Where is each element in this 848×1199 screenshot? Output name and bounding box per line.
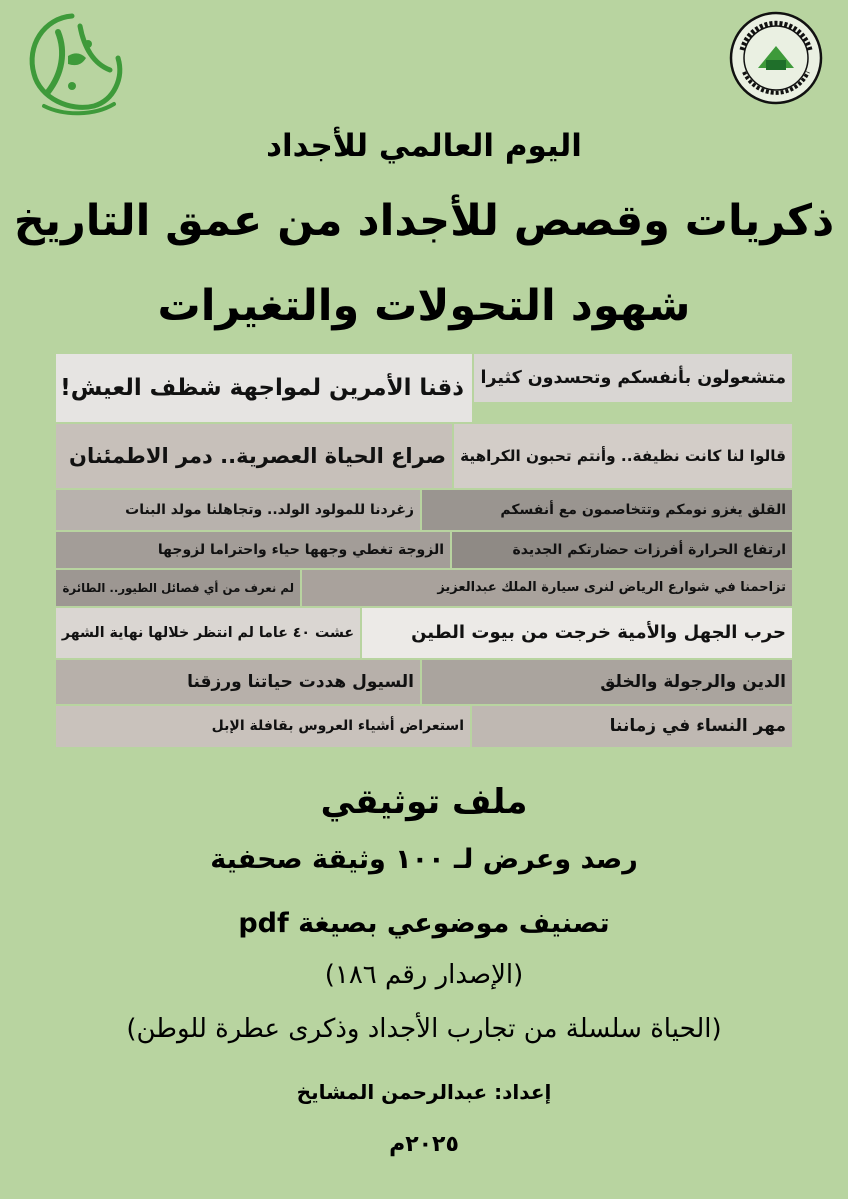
- main-title-line1: ذكريات وقصص للأجداد من عمق التاريخ: [13, 196, 835, 246]
- clipping-strip: مهر النساء في زماننا: [472, 706, 792, 747]
- subtitle-documents-count: رصد وعرض لـ ١٠٠ وثيقة صحفية: [210, 844, 638, 875]
- publication-year: ٢٠٢٥م: [389, 1132, 459, 1157]
- awtanihim-calligraphy-logo: [14, 8, 130, 124]
- clipping-strip: ذقنا الأمرين لمواجهة شظف العيش!: [56, 354, 472, 422]
- academy-seal-logo: [728, 10, 824, 106]
- kicker-heading: اليوم العالمي للأجداد: [266, 128, 582, 164]
- document-title: ملف توثيقي: [320, 782, 528, 822]
- clipping-strip: زغردنا للمولود الولد.. وتجاهلنا مولد البنات: [56, 490, 420, 530]
- clipping-strip: القلق يغزو نومكم وتتخاصمون مع أنفسكم: [422, 490, 792, 530]
- subtitle-format: تصنيف موضوعي بصيغة pdf: [238, 908, 610, 939]
- clipping-strip: الزوجة تغطي وجهها حياء واحتراما لزوجها: [56, 532, 450, 568]
- clipping-strip: الدين والرجولة والخلق: [422, 660, 792, 704]
- clipping-strip: متشعولون بأنفسكم وتحسدون كثيرا: [474, 354, 792, 402]
- clipping-strip: حرب الجهل والأمية خرجت من بيوت الطين: [362, 608, 792, 658]
- clipping-strip: لم نعرف من أي فصائل الطيور.. الطائرة: [56, 570, 300, 606]
- clipping-strip: السيول هددت حياتنا ورزقنا: [56, 660, 420, 704]
- clipping-strip: صراع الحياة العصرية.. دمر الاطمئنان: [56, 424, 452, 488]
- author-credit: [0, 1080, 848, 1104]
- clipping-strip: قالوا لنا كانت نظيفة.. وأنتم تحبون الكراهية: [454, 424, 792, 488]
- clipping-strip: استعراض أشياء العروس بقافلة الإبل: [56, 706, 470, 747]
- newspaper-clippings-collage: [56, 354, 792, 747]
- tagline: (الحياة سلسلة من تجارب الأجداد وذكرى عطرة للوطن): [126, 1014, 722, 1044]
- edition-number: (الإصدار رقم ١٨٦): [324, 960, 524, 990]
- clipping-strip: تزاحمنا في شوارع الرياض لنرى سيارة الملك عبدالعزيز: [302, 570, 792, 606]
- author-name: عبدالرحمن المشايخ: [296, 1080, 488, 1104]
- main-title-line2: شهود التحولات والتغيرات: [157, 281, 691, 331]
- clipping-strip: عشت ٤٠ عاما لم انتظر خلالها نهاية الشهر: [56, 608, 360, 658]
- author-label: إعداد:: [494, 1080, 552, 1104]
- clipping-strip: ارتفاع الحرارة أفرزات حضارتكم الجديدة: [452, 532, 792, 568]
